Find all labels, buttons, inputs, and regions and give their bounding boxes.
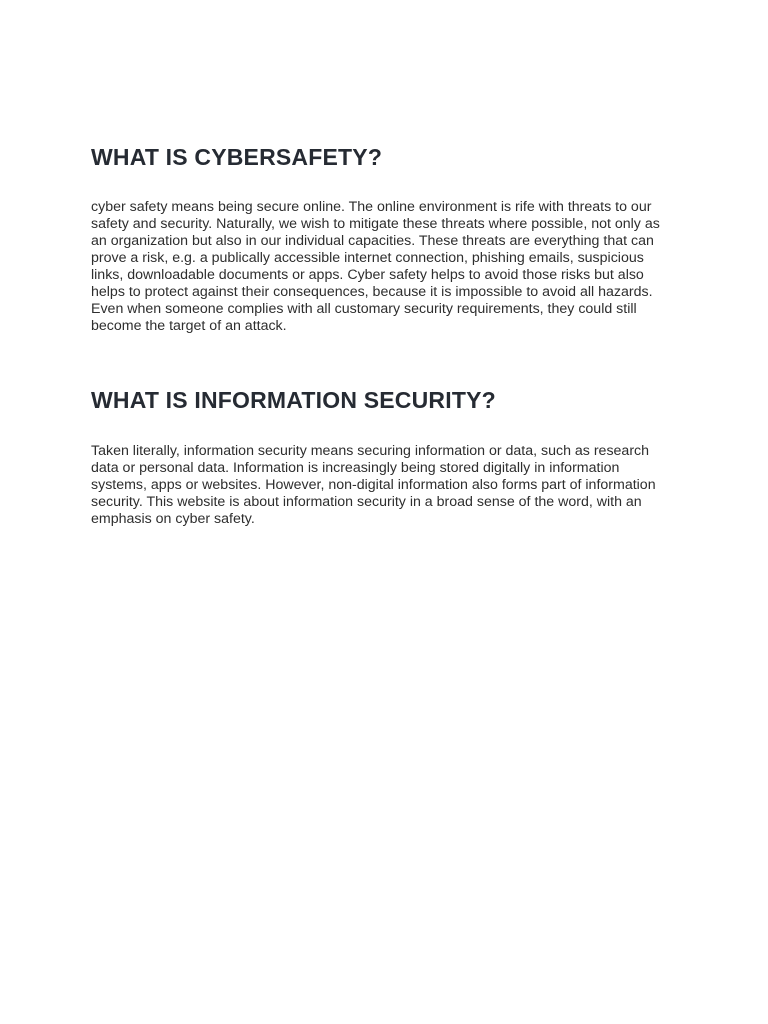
section-heading-information-security: WHAT IS INFORMATION SECURITY?: [91, 387, 496, 413]
section-body-information-security: Taken literally, information security means securing information or data, such as research data or personal data. Information is increasingly being stored digitally in information systems, apps or websites. However, non-digital information also forms part of information security. This website is about information security in a broad sense of the word, with an emphasis on cyber safety.: [91, 443, 656, 527]
section-body-cybersafety: cyber safety means being secure online. The online environment is rife with threats to our safety and security. Naturally, we wish to mitigate these threats where possible, not only as an organization but also in our individual capacities. These threats are everything that can prove a risk, e.g. a publically accessible internet connection, phishing emails, suspicious links, downloadable documents or apps. Cyber safety helps to avoid those risks but also helps to protect against their consequences, because it is impossible to avoid all hazards. Even when someone complies with all customary security requirements, they could still become the target of an attack.: [91, 199, 660, 334]
section-heading-cybersafety: WHAT IS CYBERSAFETY?: [91, 144, 383, 170]
